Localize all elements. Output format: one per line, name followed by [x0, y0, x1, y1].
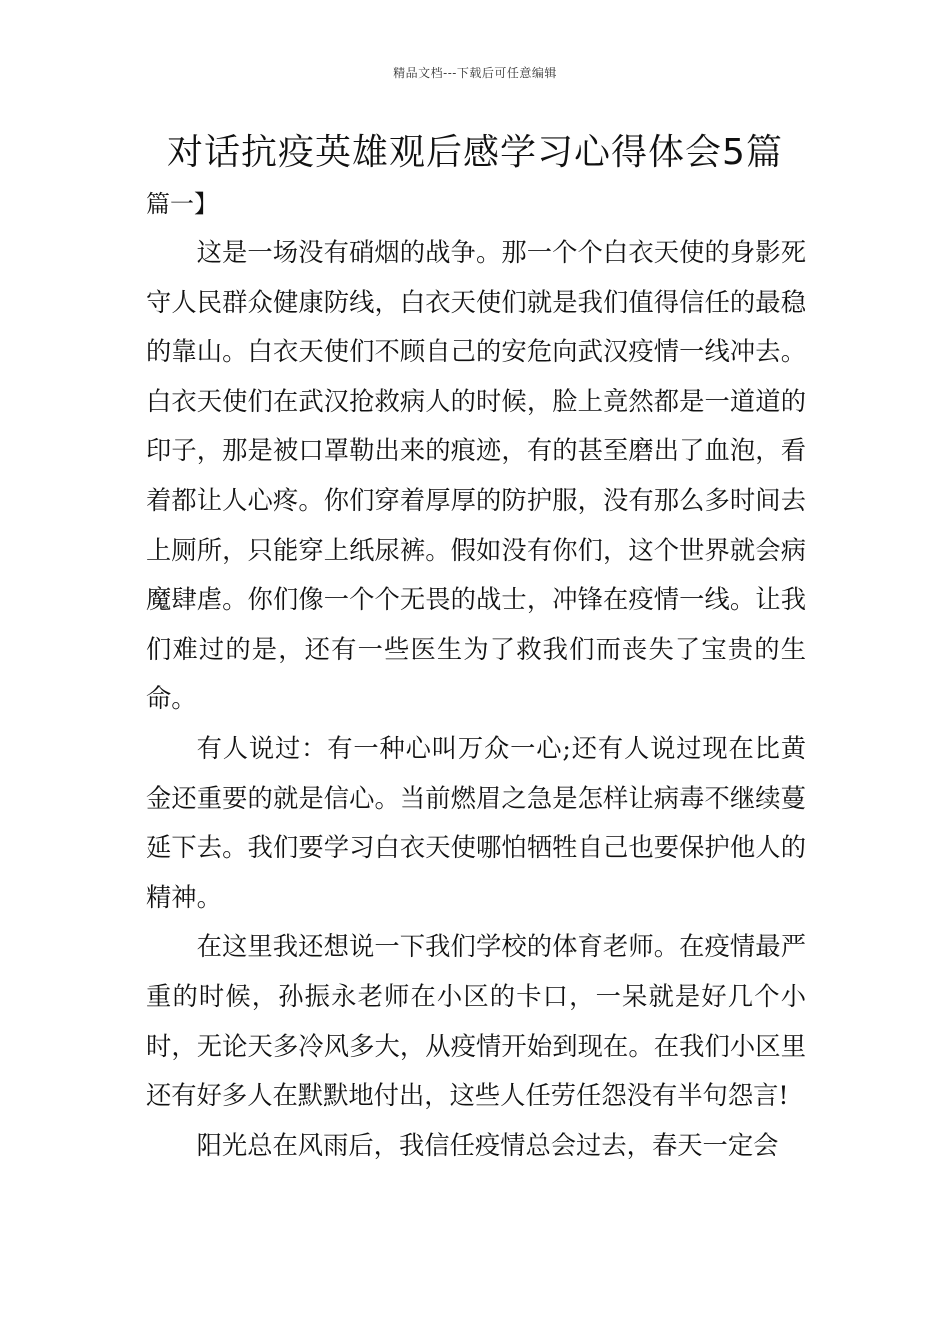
section-label: 篇一】	[146, 190, 218, 218]
document-title: 对话抗疫英雄观后感学习心得体会5篇	[167, 132, 783, 173]
header-note: 精品文档---下载后可任意编辑	[393, 66, 557, 80]
paragraph: 这是一场没有硝烟的战争。那一个个白衣天使的身影死守人民群众健康防线，白衣天使们就是我们值得信任的最稳的靠山。白衣天使们不顾自己的安危向武汉疫情一线冲去。白衣天使们在武汉抢救病人的时候，脸上竟然都是一道道的印子，那是被口罩勒出来的痕迹，有的甚至磨出了血泡，看着都让人心疼。你们穿着厚厚的防护服，没有那么多时间去上厕所，只能穿上纸尿裤。假如没有你们，这个世界就会病魔肆虐。你们像一个个无畏的战士，冲锋在疫情一线。让我们难过的是，还有一些医生为了救我们而丧失了宝贵的生命。	[146, 238, 806, 714]
body-text	[146, 228, 806, 1170]
paragraph: 有人说过：有一种心叫万众一心;还有人说过现在比黄金还重要的就是信心。当前燃眉之急是怎样让病毒不继续蔓延下去。我们要学习白衣天使哪怕牺牲自己也要保护他人的精神。	[146, 733, 806, 912]
paragraph: 阳光总在风雨后，我信任疫情总会过去，春天一定会	[196, 1130, 779, 1160]
paragraph: 在这里我还想说一下我们学校的体育老师。在疫情最严重的时候，孙振永老师在小区的卡口，一呆就是好几个小时，无论天多冷风多大，从疫情开始到现在。在我们小区里还有好多人在默默地付出，这些人任劳任怨没有半句怨言!	[146, 932, 806, 1111]
